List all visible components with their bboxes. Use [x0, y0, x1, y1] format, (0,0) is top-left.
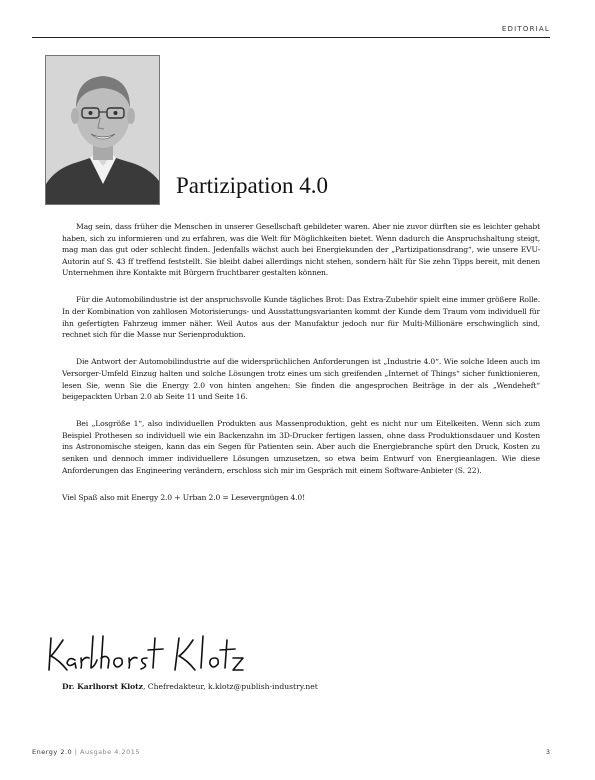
article-paragraph: Für die Automobilindustrie ist der anspruchsvolle Kunde tägliches Brot: Das Extra-Zubehör spielt eine immer größere Rolle. In der Kombination von zahllosen Motorisierungs- und Ausstattungsvarianten kommt der Kunde dem Traum vom individuell für ihn gefertigten Fahrzeug immer näher. Weil Autos aus der Manufaktur jedoch nur für Multi-Millionäre erschwinglich sind, rechnet sich für die Masse nur Serienproduktion. [62, 295, 540, 340]
handwritten-signature [45, 630, 245, 678]
author-name: Dr. Karlhorst Klotz [62, 682, 143, 691]
portrait-image [46, 56, 160, 205]
footer-publication [32, 748, 140, 756]
article-title: Partizipation 4.0 [176, 173, 329, 198]
section-label: EDITORIAL [501, 25, 550, 33]
page-number: 3 [545, 748, 550, 756]
header-rule [32, 37, 550, 38]
author-role: , Chefredakteur, k.klotz@publish-industry.net [142, 682, 318, 691]
article-body [62, 221, 540, 519]
article-closing-line: Viel Spaß also mit Energy 2.0 + Urban 2.0 = Lesevergnügen 4.0! [62, 492, 305, 502]
author-credit [62, 681, 318, 692]
footer-issue: | Ausgabe 4.2015 [72, 748, 140, 756]
article-paragraph: Bei „Losgröße 1“, also individuellen Produkten aus Massenproduktion, geht es nicht nur um Eitelkeiten. Wenn sich zum Beispiel Prothesen so individuell wie ein Backenzahn im 3D-Drucker fertigen lassen, ohne dass Produktionsdauer und Kosten ins Astronomische steigen, kann das ein Segen für Patienten sein. Aber auch die Energiebranche spürt den Druck, Kosten zu senken und dennoch immer individuellere Lösungen umzusetzen, so etwa beim Entwurf von Energieanlagen. Wie diese Anforderungen das Engineering verändern, erschloss sich mir im Gespräch mit einem Software-Anbieter (S. 22). [62, 419, 540, 475]
author-photo [45, 55, 160, 205]
article-paragraph: Die Antwort der Automobilindustrie auf die widersprüchlichen Anforderungen ist „Industrie 4.0“. Wie solche Ideen auch im Versorger-Umfeld Einzug halten und solche Lösungen trotz eines um sich greifenden „Internet of Things“ sicher funktionieren, lesen Sie, wenn Sie die Energy 2.0 von hinten angehen: Sie finden die angesprochen Beiträge in der als „Wendeheft“ beigepackten Urban 2.0 ab Seite 11 und Seite 16. [62, 357, 540, 402]
article-paragraph: Mag sein, dass früher die Menschen in unserer Gesellschaft gebildeter waren. Aber nie zuvor dürften sie es leichter gehabt haben, sich zu informieren und zu erfahren, was die Welt für Möglichkeiten bietet. Wenn dadurch die Anspruchshaltung steigt, mag man das gut oder schlecht finden. Jedenfalls wächst auch bei Energiekunden der „Partizipationsdrang“, wie unsere EVU-Autorin auf S. 43 ff treffend feststellt. Sie bleibt dabei allerdings nicht stehen, sondern hält für Sie zehn Tipps bereit, mit denen Unternehmen ihre Kontakte mit Bürgern fruchtbarer gestalten können. [62, 222, 540, 278]
footer-magazine: Energy 2.0 [32, 748, 73, 756]
